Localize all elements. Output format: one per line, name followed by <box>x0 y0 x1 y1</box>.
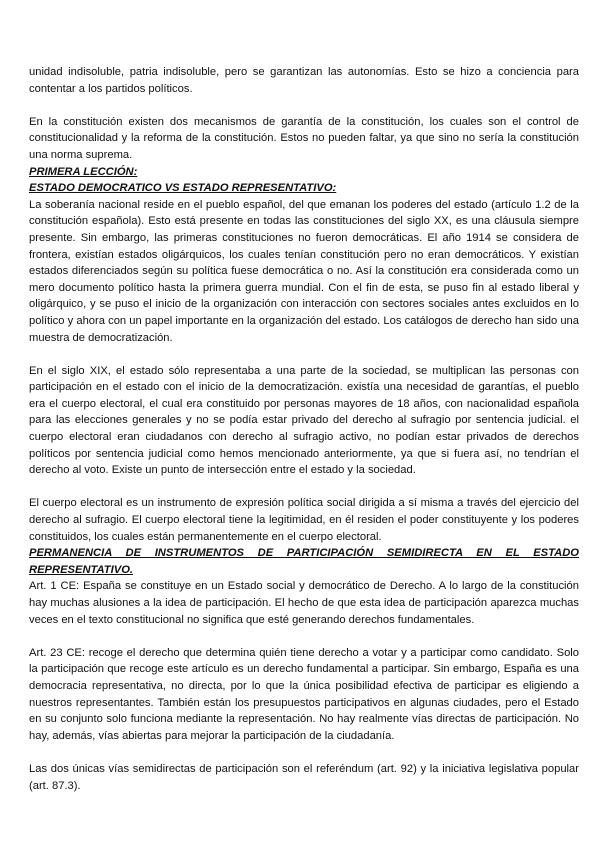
paragraph-art-23-ce: Art. 23 CE: recoge el derecho que determina quién tiene derecho a votar y a participar como candidato. Solo la participación que recoge este artículo es un derecho fundamental a participar. Sin embargo, España es una democracia representativa, no directa, por lo que la única posibilidad efectiva de participar es eligiendo a nuestros representantes. También están los presupuestos participativos en algunas ciudades, pero el Estado en su conjunto solo funciona mediante la representación. No hay realmente vías directas de participación. No hay, además, vías abiertas para mejorar la participación de la ciudadanía. <box>29 646 579 742</box>
paragraph-siglo-xix: En el siglo XIX, el estado sólo representaba a una parte de la sociedad, se multiplican las personas con participación en el estado con el inicio de la democratización. existía una necesidad de garantías, el pueblo era el cuerpo electoral, el cual era constituido por personas mayores de 18 años, con nacionalidad española para las elecciones generales y no se podía estar privado del derecho al sufragio por sentencia judicial. el cuerpo electoral eran ciudadanos con derecho al sufragio activo, no podían estar privados de derechos políticos por sentencia judicial como hemos mencionado anteriormente, ya que si fuera así, no tendrían el derecho al voto. Existe un punto de intersección entre el estado y la sociedad. <box>29 364 579 477</box>
document-body <box>29 64 579 794</box>
paragraph-autonomias: unidad indisoluble, patria indisoluble, pero se garantizan las autonomías. Esto se hizo a conciencia para contentar a los partidos políticos. <box>29 66 579 95</box>
heading-estado-democratico: ESTADO DEMOCRATICO VS ESTADO REPRESENTATIVO: <box>29 182 337 195</box>
paragraph-soberania-nacional: La soberanía nacional reside en el pueblo español, del que emanan los poderes del estado (artículo 1.2 de la constitución española). Esto está presente en todas las constituciones del siglo XX, es una cláusula siempre presente. Sin embargo, las primeras constituciones no fueron democráticas. El año 1914 se considera de frontera, existían estados oligárquicos, los cuales tenían constitución pero no eran democráticos. Y existían estados diferenciados según su política fuese democrática o no. Así la constitución era considerada como un mero documento político hasta la primera guerra mundial. Con el fin de esta, se puso fin al estado liberal y oligárquico, y se puso el inicio de la organización con interacción con sectores sociales antes excluidos en lo político y ahora con un papel importante en la organización del estado. Los catálogos de derecho han sido una muestra de democratización. <box>29 198 579 344</box>
paragraph-art-1-ce: Art. 1 CE: España se constituye en un Estado social y democrático de Derecho. A lo largo de la constitución hay muchas alusiones a la idea de participación. El hecho de que esta idea de participación aparezca muchas veces en el texto constitucional no significa que esté generando derechos fundamentales. <box>29 580 579 626</box>
heading-permanencia-instrumentos: PERMANENCIA DE INSTRUMENTOS DE PARTICIPACIÓN SEMIDIRECTA EN EL ESTADO REPRESENTATIVO. <box>29 547 579 576</box>
paragraph-garantia-constitucion: En la constitución existen dos mecanismos de garantía de la constitución, los cuales son el control de constitucionalidad y la reforma de la constitución. Estos no pueden faltar, ya que sino no sería la constitución una norma suprema. <box>29 115 579 161</box>
paragraph-cuerpo-electoral: El cuerpo electoral es un instrumento de expresión política social dirigida a sí misma a través del ejercicio del derecho al sufragio. El cuerpo electoral tiene la legitimidad, en él residen el poder constituyente y los poderes constituidos, los cuales están permanentemente en el cuerpo electoral. <box>29 497 579 543</box>
paragraph-vias-semidirectas: Las dos únicas vías semidirectas de participación son el referéndum (art. 92) y la iniciativa legislativa popular (art. 87.3). <box>29 762 579 792</box>
heading-primera-leccion: PRIMERA LECCIÓN: <box>29 165 138 178</box>
